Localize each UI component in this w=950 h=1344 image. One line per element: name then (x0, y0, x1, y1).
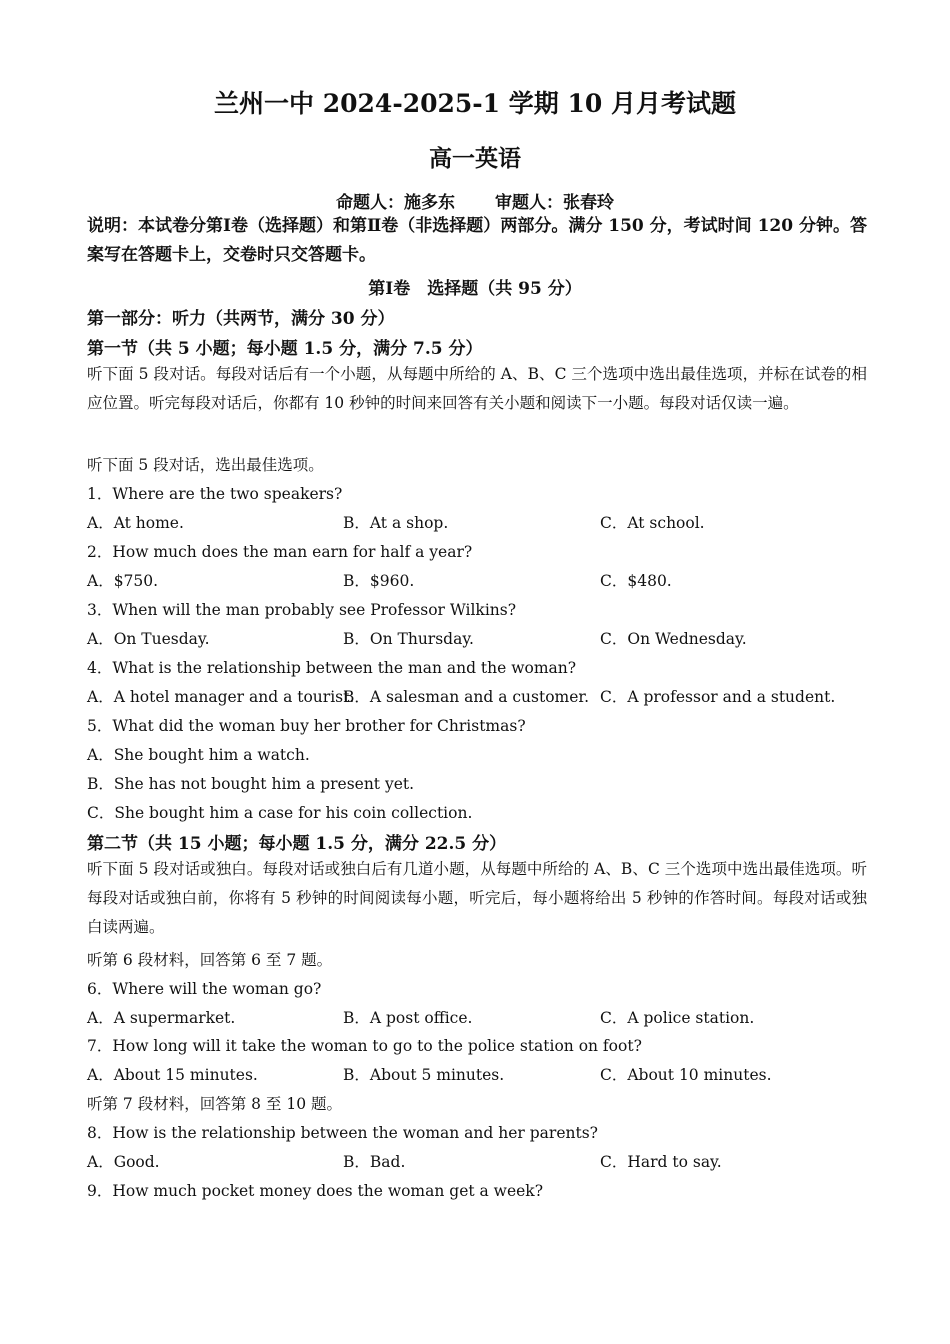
section1-instructions: 听下面 5 段对话。每段对话后有一个小题，从每题中所给的 A、B、C 三个选项中选出最佳选项，并标在试卷的相应位置。听完每段对话后，你都有 10 秒钟的时间来回答有关小题和阅读下一小题。每段对话仅读一遍。 (87, 365, 867, 412)
reviewer: 审题人：张春玲 (495, 193, 614, 213)
question-9: 9．How much pocket money does the woman get a week? (87, 1182, 544, 1200)
q2-option-a: A．$750. (87, 572, 159, 590)
authors-line (0, 188, 950, 213)
question-1: 1．Where are the two speakers? (87, 485, 343, 503)
q1-option-c: C．At school. (600, 514, 705, 532)
q5-option-a: A．She bought him a watch. (87, 746, 310, 764)
q5-option-c: C．She bought him a case for his coin collection. (87, 804, 473, 822)
section2-heading: 第二节（共 15 小题；每小题 1.5 分，满分 22.5 分） (87, 834, 507, 854)
q4-option-b: B．A salesman and a customer. (343, 688, 590, 706)
material-6-instruction: 听第 6 段材料，回答第 6 至 7 题。 (87, 951, 333, 969)
setter: 命题人：施多东 (336, 193, 455, 213)
volume-heading: 第Ⅰ卷 选择题（共 95 分） (368, 279, 582, 299)
exam-title: 兰州一中 2024-2025-1 学期 10 月月考试题 (214, 89, 736, 118)
part1-heading: 第一部分：听力（共两节，满分 30 分） (87, 309, 395, 329)
q3-option-b: B．On Thursday. (343, 630, 474, 648)
q2-option-c: C．$480. (600, 572, 672, 590)
question-3: 3．When will the man probably see Professor Wilkins? (87, 601, 517, 619)
q4-option-c: C．A professor and a student. (600, 688, 836, 706)
q2-option-b: B．$960. (343, 572, 415, 590)
section2-instructions: 听下面 5 段对话或独白。每段对话或独白后有几道小题，从每题中所给的 A、B、C 三个选项中选出最佳选项。听每段对话或独白前，你将有 5 秒钟的时间阅读每小题，听完后，每小题将给出 5 秒钟的作答时间。每段对话或独白读两遍。 (87, 860, 867, 936)
q1-option-b: B．At a shop. (343, 514, 449, 532)
q3-option-a: A．On Tuesday. (87, 630, 210, 648)
material-7-instruction: 听第 7 段材料，回答第 8 至 10 题。 (87, 1095, 343, 1113)
question-7: 7．How long will it take the woman to go to the police station on foot? (87, 1037, 642, 1055)
q7-option-a: A．About 15 minutes. (87, 1066, 258, 1084)
q8-option-a: A．Good. (87, 1153, 160, 1171)
exam-note: 说明：本试卷分第Ⅰ卷（选择题）和第Ⅱ卷（非选择题）两部分。满分 150 分，考试时间 120 分钟。答案写在答题卡上，交卷时只交答题卡。 (87, 216, 867, 265)
q6-option-c: C．A police station. (600, 1009, 755, 1027)
subject-title: 高一英语 (429, 145, 521, 172)
q6-option-a: A．A supermarket. (87, 1009, 236, 1027)
q3-option-c: C．On Wednesday. (600, 630, 747, 648)
q1-option-a: A．At home. (87, 514, 184, 532)
question-4: 4．What is the relationship between the man and the woman? (87, 659, 577, 677)
q7-option-c: C．About 10 minutes. (600, 1066, 772, 1084)
q8-option-c: C．Hard to say. (600, 1153, 722, 1171)
section1-sub-instruction: 听下面 5 段对话，选出最佳选项。 (87, 456, 324, 474)
q6-option-b: B．A post office. (343, 1009, 473, 1027)
question-2: 2．How much does the man earn for half a year? (87, 543, 473, 561)
q7-option-b: B．About 5 minutes. (343, 1066, 505, 1084)
section1-heading: 第一节（共 5 小题；每小题 1.5 分，满分 7.5 分） (87, 339, 483, 359)
q4-option-a: A．A hotel manager and a tourist. (87, 688, 355, 706)
q5-option-b: B．She has not bought him a present yet. (87, 775, 415, 793)
question-8: 8．How is the relationship between the woman and her parents? (87, 1124, 598, 1142)
question-6: 6．Where will the woman go? (87, 980, 322, 998)
q8-option-b: B．Bad. (343, 1153, 406, 1171)
question-5: 5．What did the woman buy her brother for Christmas? (87, 717, 526, 735)
